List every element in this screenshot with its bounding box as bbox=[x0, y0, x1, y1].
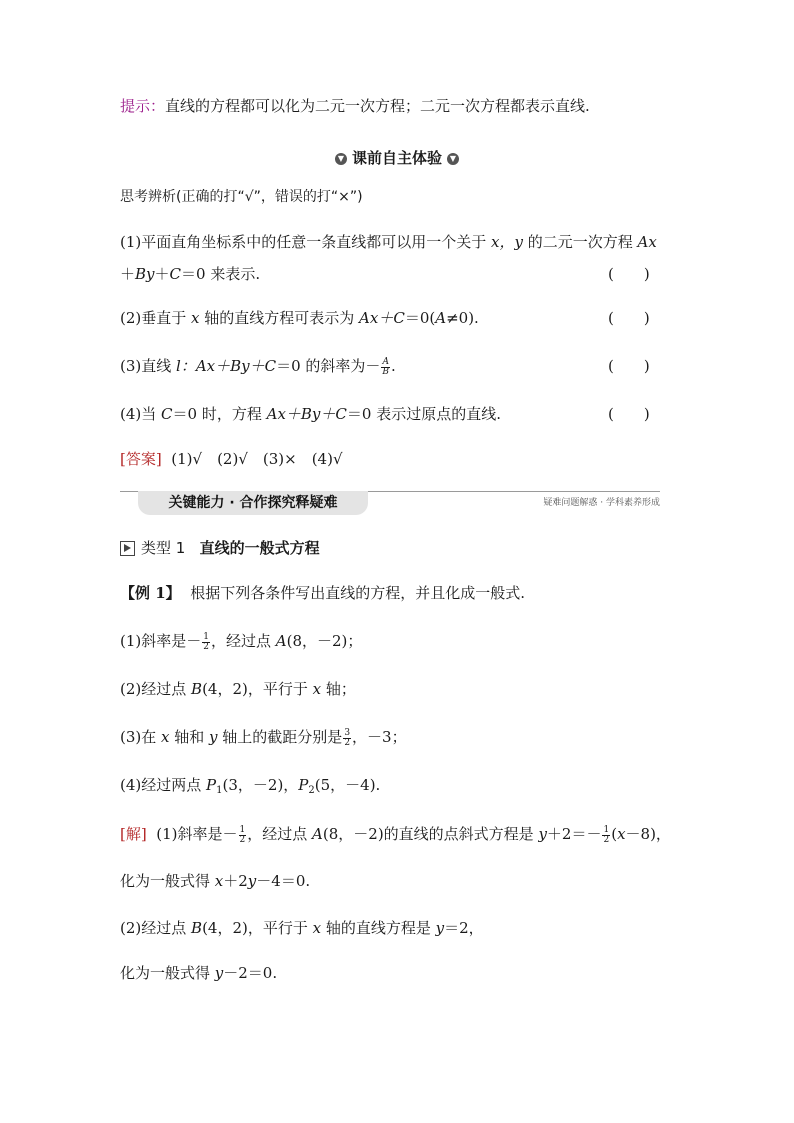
s1-text-e: ( bbox=[611, 825, 618, 843]
fraction-denominator: 2 bbox=[203, 641, 209, 652]
fraction-denominator: 2 bbox=[344, 737, 351, 748]
s1-general-end: －4＝0. bbox=[256, 872, 311, 890]
example-label: 【例 1】 bbox=[120, 584, 181, 602]
c3-text-b: 轴和 bbox=[169, 728, 210, 746]
q4-text-c: ＝0 表示过原点的直线. bbox=[346, 405, 501, 423]
answer-blank-3[interactable]: ( ) bbox=[608, 357, 650, 375]
s2-general-end: －2＝0. bbox=[223, 964, 278, 982]
c4-text-b: (3，－2)， bbox=[222, 776, 299, 794]
hint-line bbox=[120, 96, 590, 116]
q2-text-a: (2)垂直于 bbox=[120, 309, 192, 327]
think-intro-text: 思考辨析(正确的打“√”，错误的打“×”) bbox=[120, 189, 363, 205]
question-2 bbox=[120, 308, 479, 328]
fraction-numerator: 1 bbox=[603, 824, 610, 835]
c4-P2: P bbox=[298, 776, 309, 794]
c1-text-b: ，经过点 bbox=[210, 632, 276, 650]
answer-blank-1[interactable]: ( ) bbox=[608, 265, 650, 283]
c4-sub2: 2 bbox=[308, 785, 315, 796]
s2-general-y: y bbox=[214, 964, 224, 982]
q1-C: C bbox=[169, 265, 182, 283]
s1-text-f: －8)， bbox=[625, 825, 671, 843]
s2-y: y bbox=[435, 919, 445, 937]
s2-text-d: ＝2， bbox=[444, 919, 484, 937]
play-icon bbox=[120, 541, 135, 556]
q1-plus-2: ＋ bbox=[154, 265, 170, 283]
q2-text-c: ＝0( bbox=[404, 309, 436, 327]
answer-label: [答案] bbox=[120, 450, 162, 468]
c4-P1: P bbox=[206, 776, 217, 794]
question-1-line-1 bbox=[120, 232, 657, 252]
solution-2-general bbox=[120, 963, 277, 983]
q1-xy: x，y bbox=[491, 233, 523, 251]
banner-note: 疑难问题解惑 · 学科素养形成 bbox=[543, 498, 660, 508]
c1-text-c: (8，－2)； bbox=[286, 632, 363, 650]
type-label: 类型 1 bbox=[141, 539, 186, 557]
c1-A: A bbox=[275, 632, 287, 650]
question-3 bbox=[120, 356, 396, 377]
fraction-one-half bbox=[239, 826, 247, 845]
q2-A: A bbox=[435, 309, 447, 327]
fraction-one-half bbox=[602, 826, 610, 845]
chevron-down-icon: ▼ bbox=[447, 153, 459, 165]
s1-general-x: x bbox=[214, 872, 224, 890]
example-condition-1 bbox=[120, 631, 362, 652]
chevron-down-icon: ▼ bbox=[335, 153, 347, 165]
hint-text: 直线的方程都可以化为二元一次方程；二元一次方程都表示直线. bbox=[165, 97, 590, 115]
q2-text-d: ≠0). bbox=[446, 309, 479, 327]
q4-text-a: (4)当 bbox=[120, 405, 162, 423]
s2-B: B bbox=[191, 919, 203, 937]
solution-1-general bbox=[120, 871, 310, 891]
solution-1 bbox=[120, 824, 671, 845]
answer-blank-4[interactable]: ( ) bbox=[608, 405, 650, 423]
q2-x: x bbox=[191, 309, 200, 327]
q3-text-a: (3)直线 bbox=[120, 357, 177, 375]
q3-line-eq: l：Ax＋By＋C bbox=[176, 357, 277, 375]
solution-label: [解] bbox=[120, 825, 147, 843]
section-banner: 关键能力 · 合作探究释疑难 bbox=[138, 491, 368, 515]
s1-general-y: y bbox=[247, 872, 257, 890]
s2-text-a: (2)经过点 bbox=[120, 919, 192, 937]
s1-text-a: (1)斜率是－ bbox=[156, 825, 238, 843]
fraction-three-halves bbox=[343, 729, 351, 748]
q2-text-b: 轴的直线方程可表示为 bbox=[199, 309, 360, 327]
q1-text-b: 的二元一次方程 bbox=[522, 233, 638, 251]
s1-general-plus: ＋2 bbox=[223, 872, 248, 890]
q1-By: By bbox=[135, 265, 155, 283]
q1-text-a: (1)平面直角坐标系中的任意一条直线都可以用一个关于 bbox=[120, 233, 492, 251]
c2-text-b: (4，2)，平行于 bbox=[202, 680, 313, 698]
c4-text-a: (4)经过两点 bbox=[120, 776, 207, 794]
fraction-denominator: B bbox=[382, 366, 390, 377]
example-text: 根据下列各条件写出直线的方程，并且化成一般式. bbox=[190, 584, 525, 602]
q1-Ax: Ax bbox=[637, 233, 657, 251]
c3-text-a: (3)在 bbox=[120, 728, 162, 746]
q3-text-c: . bbox=[391, 357, 396, 375]
s2-text-b: (4，2)，平行于 bbox=[202, 919, 313, 937]
answer-blank-2[interactable]: ( ) bbox=[608, 309, 650, 327]
q2-AxC: Ax＋C bbox=[359, 309, 405, 327]
example-condition-3 bbox=[120, 727, 407, 748]
c2-text-a: (2)经过点 bbox=[120, 680, 192, 698]
fraction-numerator: 1 bbox=[203, 631, 209, 642]
s1-text-d: ＋2＝－ bbox=[546, 825, 602, 843]
c4-text-c: (5，－4). bbox=[314, 776, 381, 794]
fraction-one-half bbox=[202, 633, 210, 652]
question-4 bbox=[120, 404, 501, 424]
example-condition-4 bbox=[120, 775, 380, 801]
c2-B: B bbox=[191, 680, 203, 698]
fraction-denominator: 2 bbox=[603, 834, 610, 845]
c2-x: x bbox=[312, 680, 322, 698]
s1-text-c: (8，－2)的直线的点斜式方程是 bbox=[322, 825, 539, 843]
s1-text-b: ，经过点 bbox=[247, 825, 313, 843]
c3-x: x bbox=[161, 728, 170, 746]
c2-text-c: 轴； bbox=[321, 680, 356, 698]
fraction-numerator: A bbox=[382, 356, 389, 367]
fraction-A-over-B bbox=[381, 358, 390, 377]
example-heading bbox=[120, 583, 525, 603]
type-title: 直线的一般式方程 bbox=[199, 539, 320, 557]
question-1-line-2 bbox=[120, 264, 260, 284]
q1-text-c: ＝0 来表示. bbox=[181, 265, 261, 283]
fraction-denominator: 2 bbox=[239, 834, 246, 845]
s1-A: A bbox=[312, 825, 323, 843]
fraction-numerator: 1 bbox=[239, 824, 246, 835]
solution-2 bbox=[120, 918, 484, 938]
example-condition-2 bbox=[120, 679, 356, 699]
fraction-numerator: 3 bbox=[344, 727, 351, 738]
s1-general-text: 化为一般式得 bbox=[120, 872, 215, 890]
think-intro bbox=[120, 187, 363, 207]
c3-text-c: 轴上的截距分别是 bbox=[217, 728, 343, 746]
c3-text-d: ，－3； bbox=[352, 728, 407, 746]
section-title bbox=[0, 147, 794, 168]
hint-label: 提示： bbox=[120, 97, 166, 115]
section-title-text: 课前自主体验 bbox=[351, 149, 442, 167]
q4-C: C bbox=[161, 405, 173, 423]
answer-text: (1)√ (2)√ (3)× (4)√ bbox=[171, 450, 343, 468]
q4-text-b: ＝0 时，方程 bbox=[172, 405, 267, 423]
c3-y: y bbox=[209, 728, 218, 746]
c4-sub1: 1 bbox=[216, 785, 223, 796]
q1-plus-1: ＋ bbox=[120, 265, 136, 283]
answer-line bbox=[120, 449, 343, 469]
type-heading bbox=[120, 538, 320, 558]
q3-text-b: ＝0 的斜率为－ bbox=[276, 357, 381, 375]
s2-general-text: 化为一般式得 bbox=[120, 964, 215, 982]
s1-x: x bbox=[617, 825, 626, 843]
c1-text-a: (1)斜率是－ bbox=[120, 632, 202, 650]
s1-y: y bbox=[538, 825, 547, 843]
s2-text-c: 轴的直线方程是 bbox=[321, 919, 436, 937]
q4-eq: Ax＋By＋C bbox=[266, 405, 347, 423]
s2-x: x bbox=[312, 919, 322, 937]
